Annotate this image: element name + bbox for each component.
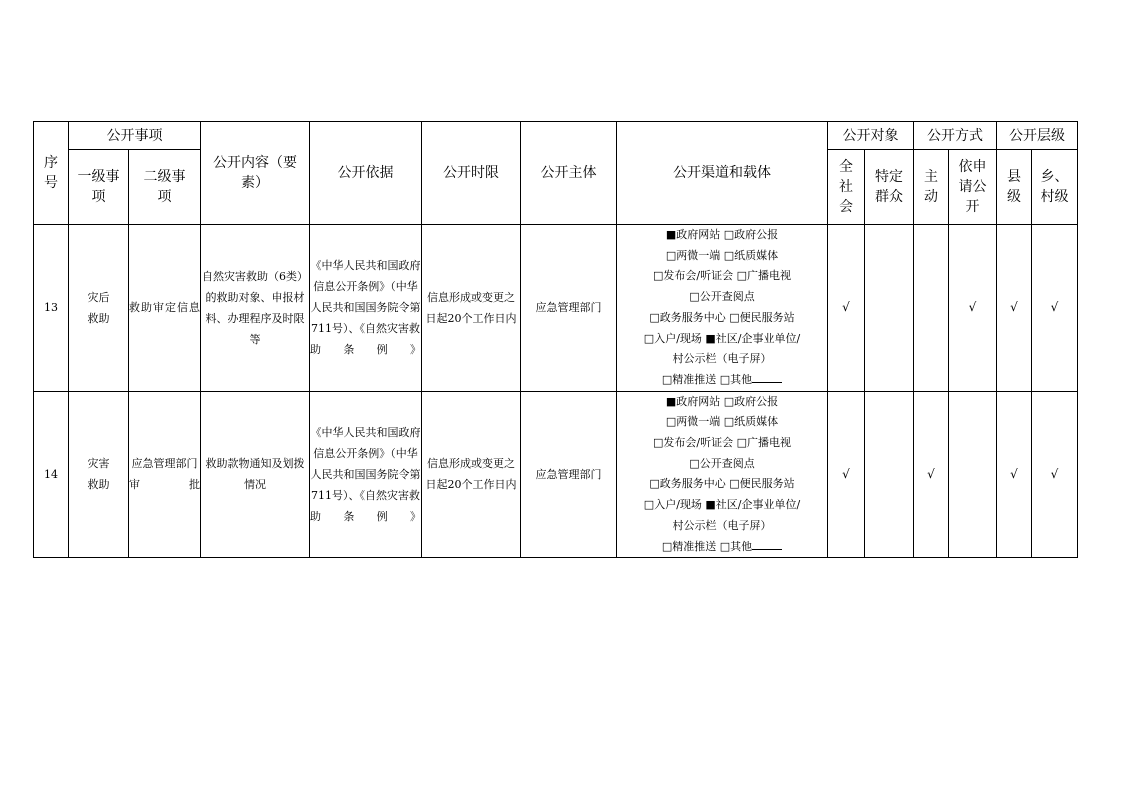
header-target-specific: 特定群众 [865, 150, 914, 225]
channel-line: 村公示栏（电子屏） [672, 518, 772, 532]
channel-line-last: □精准推送 □其他 [617, 370, 827, 391]
cell-time-limit: 信息形成或变更之日起20个工作日内 [422, 225, 521, 392]
cell-level2: 救助审定信息 [129, 225, 201, 392]
header-level-township: 乡、村级 [1032, 150, 1078, 225]
channel-line: ■政府网站 □政府公报 [665, 394, 779, 408]
header-content: 公开内容（要素） [201, 122, 310, 225]
header-method-apply: 依申请公开 [949, 150, 997, 225]
channel-line: □公开查阅点 [689, 290, 755, 304]
blank-underline [752, 370, 782, 383]
header-target: 公开对象 [828, 122, 914, 150]
cell-target-specific [865, 391, 914, 558]
header-level-county: 县级 [997, 150, 1032, 225]
channel-line: □发布会/听证会 □广播电视 [653, 436, 791, 450]
channel-line: □公开查阅点 [689, 456, 755, 470]
cell-method-active [914, 225, 949, 392]
channel-line: 村公示栏（电子屏） [672, 352, 772, 366]
header-level2: 二级事项 [129, 150, 201, 225]
header-public-item: 公开事项 [69, 122, 201, 150]
header-row-1 [34, 122, 1078, 150]
cell-target-specific [865, 225, 914, 392]
cell-channels [617, 225, 828, 392]
cell-subject: 应急管理部门 [521, 391, 617, 558]
cell-level-township: √ [1032, 225, 1078, 392]
header-channels: 公开渠道和载体 [617, 122, 828, 225]
header-level: 公开层级 [997, 122, 1078, 150]
header-method: 公开方式 [914, 122, 997, 150]
header-basis: 公开依据 [310, 122, 422, 225]
cell-target-all: √ [828, 225, 865, 392]
cell-level-county: √ [997, 225, 1032, 392]
channel-line: ■政府网站 □政府公报 [665, 228, 779, 241]
channel-line: □发布会/听证会 □广播电视 [653, 269, 791, 283]
header-subject: 公开主体 [521, 122, 617, 225]
cell-method-apply: √ [949, 225, 997, 392]
cell-method-apply [949, 391, 997, 558]
cell-seq: 13 [34, 225, 69, 392]
header-target-all: 全社会 [828, 150, 865, 225]
cell-target-all: √ [828, 391, 865, 558]
table-row [34, 391, 1078, 558]
table-row [34, 225, 1078, 392]
cell-content: 自然灾害救助（6类）的救助对象、申报材料、办理程序及时限等 [201, 225, 310, 392]
header-time-limit: 公开时限 [422, 122, 521, 225]
cell-subject: 应急管理部门 [521, 225, 617, 392]
channel-line: □两微一端 □纸质媒体 [665, 248, 779, 262]
header-level1: 一级事项 [69, 150, 129, 225]
blank-underline [752, 537, 782, 550]
cell-level1: 灾后救助 [69, 225, 129, 392]
cell-method-active: √ [914, 391, 949, 558]
channel-line-last: □精准推送 □其他 [617, 537, 827, 558]
header-method-active: 主动 [914, 150, 949, 225]
cell-level-county: √ [997, 391, 1032, 558]
channel-line: □入户/现场 ■社区/企事业单位/ [643, 331, 801, 345]
cell-channels [617, 391, 828, 558]
cell-level2: 应急管理部门审批 [129, 391, 201, 558]
cell-seq: 14 [34, 391, 69, 558]
cell-level-township: √ [1032, 391, 1078, 558]
header-seq: 序号 [34, 122, 69, 225]
cell-basis: 《中华人民共和国政府信息公开条例》（中华人民共和国国务院令第711号）、《自然灾害救助条例》 [310, 225, 422, 392]
cell-time-limit: 信息形成或变更之日起20个工作日内 [422, 391, 521, 558]
cell-basis: 《中华人民共和国政府信息公开条例》（中华人民共和国国务院令第711号）、《自然灾害救助条例》 [310, 391, 422, 558]
channel-line: □两微一端 □纸质媒体 [665, 415, 779, 429]
channel-line: □政务服务中心 □便民服务站 [649, 477, 795, 491]
channel-line: □政务服务中心 □便民服务站 [649, 310, 795, 324]
channel-line: □入户/现场 ■社区/企事业单位/ [643, 498, 801, 512]
cell-content: 救助款物通知及划拨情况 [201, 391, 310, 558]
disclosure-table [33, 121, 1078, 558]
cell-level1: 灾害救助 [69, 391, 129, 558]
